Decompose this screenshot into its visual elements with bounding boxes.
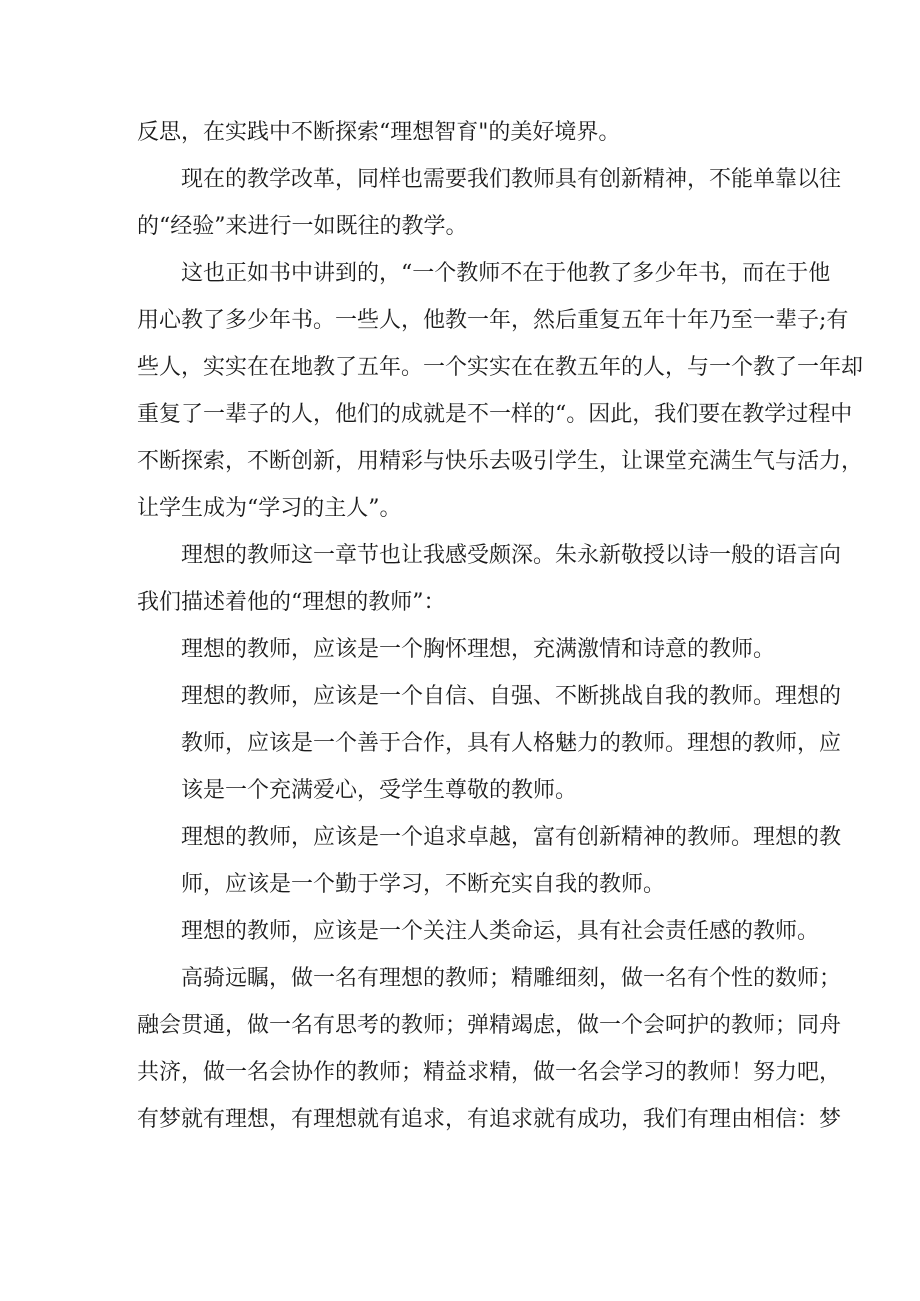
text-line-2: 现在的教学改革，同样也需要我们教师具有创新精神，不能单靠以往 [181, 167, 842, 192]
text-line-14: 教师，应该是一个善于合作，具有人格魅力的教师。理想的教师，应 [181, 731, 842, 756]
text-line-8: 不断探索，不断创新，用精彩与快乐去吸引学生，让课堂充满生气与活力， [137, 449, 864, 474]
text-line-15: 该是一个充满爱心，受学生尊敬的教师。 [181, 778, 578, 803]
text-line-20: 融会贯通，做一名有思考的教师；弹精竭虑，做一个会呵护的教师；同舟 [137, 1013, 842, 1038]
text-line-6: 些人，实实在在地教了五年。一个实实在在教五年的人，与一个教了一年却 [137, 355, 864, 380]
text-line-5: 用心教了多少年书。一些人，他教一年，然后重复五年十年乃至一辈子;有 [137, 308, 849, 333]
text-line-11: 我们描述着他的“理想的教师”： [137, 590, 446, 615]
text-line-1: 反思，在实践中不断探索“理想智育"的美好境界。 [137, 120, 621, 145]
text-line-9: 让学生成为“学习的主人”。 [137, 496, 402, 521]
text-line-18: 理想的教师，应该是一个关注人类命运，具有社会责任感的教师。 [181, 919, 820, 944]
text-line-19: 高骑远瞩，做一名有理想的教师；精雕细刻，做一名有个性的数师； [181, 966, 842, 991]
text-line-10: 理想的教师这一章节也让我感受颇深。朱永新敬授以诗一般的语言向 [181, 543, 842, 568]
text-line-7: 重复了一辈子的人，他们的成就是不一样的“。因此，我们要在教学过程中 [137, 402, 853, 427]
text-line-12: 理想的教师，应该是一个胸怀理想，充满激情和诗意的教师。 [181, 637, 776, 662]
text-line-21: 共济，做一名会协作的教师；精益求精，做一名会学习的教师！努力吧， [137, 1060, 842, 1085]
text-line-13: 理想的教师，应该是一个自信、自强、不断挑战自我的教师。理想的 [181, 684, 842, 709]
text-line-16: 理想的教师，应该是一个追求卓越，富有创新精神的教师。理想的教 [181, 825, 842, 850]
text-line-3: 的“经验”来进行一如既往的教学。 [137, 214, 468, 239]
text-line-17: 师，应该是一个勤于学习，不断充实自我的教师。 [181, 872, 666, 897]
text-line-22: 有梦就有理想，有理想就有追求，有追求就有成功，我们有理由相信：梦 [137, 1107, 842, 1132]
text-line-4: 这也正如书中讲到的，“一个教师不在于他教了多少年书，而在于他 [181, 261, 831, 286]
